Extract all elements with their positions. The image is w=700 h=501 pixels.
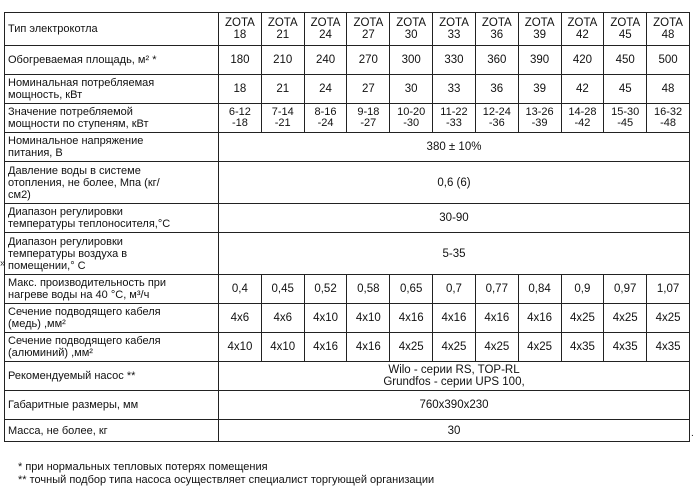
model-number: 18 <box>233 29 247 41</box>
table-cell: 4х35 <box>647 333 690 362</box>
row-weight-label <box>5 420 219 442</box>
label-line: температуры теплоносителя,°С <box>8 218 171 230</box>
label-line: Давление воды в системе <box>8 164 141 177</box>
model-header-zota-30 <box>390 13 433 46</box>
label-line: мощность, кВт <box>8 89 83 101</box>
row-coolant-temp-range-label <box>5 204 219 233</box>
label-line: см2) <box>8 188 31 201</box>
cell-line: 12-24 <box>482 106 511 118</box>
model-number: 45 <box>618 29 632 41</box>
table-cell: 0,52 <box>304 275 347 304</box>
model-number: 33 <box>447 29 461 41</box>
row-recommended-pump-label <box>5 362 219 391</box>
table-cell: 4х6 <box>261 304 304 333</box>
row-water-pressure-label <box>5 162 219 204</box>
row-cable-copper <box>5 304 690 333</box>
model-number: 27 <box>361 29 375 41</box>
model-prefix: ZOTA <box>524 17 555 29</box>
table-cell: 4х25 <box>475 333 518 362</box>
table-cell: 240 <box>304 46 347 75</box>
cell-line: -48 <box>660 117 677 129</box>
row-nominal-voltage-label <box>5 133 219 162</box>
table-cell: 0,45 <box>261 275 304 304</box>
model-prefix: ZOTA <box>653 17 683 29</box>
table-cell <box>647 104 690 133</box>
table-cell: 36 <box>475 75 518 104</box>
row-power-stages-label <box>5 104 219 133</box>
table-cell: 30 <box>390 75 433 104</box>
model-header-zota-24 <box>304 13 347 46</box>
label-line: мощности по ступеням, кВт <box>8 118 149 130</box>
model-prefix: ZOTA <box>481 17 512 29</box>
table-cell <box>261 104 304 133</box>
cell-line: 15-30 <box>611 106 640 118</box>
model-header-zota-48 <box>647 13 690 46</box>
label-line: Сечение подводящего кабеля <box>8 306 161 318</box>
label-line: Сечение подводящего кабеля <box>8 335 161 347</box>
table-cell: 0,9 <box>561 275 604 304</box>
table-cell <box>561 104 604 133</box>
model-header-zota-39 <box>518 13 561 46</box>
row-air-temp-range-label <box>5 233 219 275</box>
row-dimensions-label <box>5 391 219 420</box>
row-cable-copper-label <box>5 304 219 333</box>
row-water-pressure <box>5 162 690 204</box>
row-nominal-voltage <box>5 133 690 162</box>
table-cell: 4х10 <box>347 304 390 333</box>
row-air-temp-range-value <box>219 233 690 275</box>
label-line: Номинальная потребляемая <box>8 77 155 89</box>
label-line: нагреве воды на 40 °С, м³/ч <box>8 289 150 301</box>
cell-line: -30 <box>403 117 420 129</box>
row-recommended-pump-value <box>219 362 690 391</box>
cell-line: 9-18 <box>357 106 380 118</box>
row-coolant-temp-range <box>5 204 690 233</box>
label-line: (алюминий) ,мм² <box>8 347 93 359</box>
table-cell: 27 <box>347 75 390 104</box>
label-line: Диапазон регулировки <box>8 235 123 248</box>
table-cell: 4х25 <box>604 304 647 333</box>
table-cell: 4х25 <box>647 304 690 333</box>
model-prefix: ZOTA <box>610 17 641 29</box>
model-prefix: ZOTA <box>353 17 384 29</box>
table-cell: 500 <box>647 46 690 75</box>
table-cell: 1,07 <box>647 275 690 304</box>
row-coolant-temp-range-value <box>219 204 690 233</box>
row-weight <box>5 420 690 442</box>
cell-line: 13-26 <box>525 106 554 118</box>
table-cell <box>219 104 262 133</box>
table-cell: 450 <box>604 46 647 75</box>
table-cell: 33 <box>433 75 476 104</box>
table-cell <box>304 104 347 133</box>
model-header-zota-36 <box>475 13 518 46</box>
model-header-zota-21 <box>261 13 304 46</box>
cell-line: 16-32 <box>653 106 683 118</box>
model-header-zota-33 <box>433 13 476 46</box>
cell-line: -27 <box>360 117 377 129</box>
table-cell: 4х35 <box>561 333 604 362</box>
cell-line: -42 <box>574 117 591 129</box>
table-cell: 4х6 <box>219 304 262 333</box>
table-cell: 48 <box>647 75 690 104</box>
row-nominal-power-label <box>5 75 219 104</box>
specifications-table <box>4 12 690 442</box>
row-cable-aluminium-label <box>5 333 219 362</box>
table-cell: 39 <box>518 75 561 104</box>
table-cell: 24 <box>304 75 347 104</box>
model-number: 21 <box>276 29 290 41</box>
model-prefix: ZOTA <box>225 17 255 29</box>
table-cell: 4х16 <box>475 304 518 333</box>
model-prefix: ZOTA <box>267 17 298 29</box>
value-line: 760х390х230 <box>419 399 489 411</box>
table-cell: 18 <box>219 75 262 104</box>
table-cell: 4х10 <box>261 333 304 362</box>
model-prefix: ZOTA <box>439 17 469 29</box>
table-cell: 21 <box>261 75 304 104</box>
row-heated-area-label <box>5 46 219 75</box>
table-cell: 0,77 <box>475 275 518 304</box>
model-prefix: ZOTA <box>310 17 341 29</box>
cell-line: -45 <box>617 117 634 129</box>
row-dimensions <box>5 391 690 420</box>
cell-line: -21 <box>274 117 291 129</box>
stray-mark-right: . <box>691 428 694 439</box>
label-line: (медь) ,мм² <box>8 318 66 330</box>
cell-line: 7-14 <box>271 106 294 118</box>
table-cell: 4х10 <box>219 333 262 362</box>
table-cell: 4х16 <box>433 304 476 333</box>
value-line: 0,6 (6) <box>437 176 471 189</box>
table-cell: 4х25 <box>561 304 604 333</box>
table-cell: 4х25 <box>518 333 561 362</box>
value-line: Wilo - серии RS, TOP-RL <box>388 364 520 376</box>
table-cell: 0,84 <box>518 275 561 304</box>
table-cell: 390 <box>518 46 561 75</box>
table-cell <box>433 104 476 133</box>
row-max-productivity <box>5 275 690 304</box>
model-header-zota-18 <box>219 13 262 46</box>
model-number: 30 <box>404 29 418 41</box>
cell-line: 8-16 <box>314 106 337 118</box>
label-line: отопления, не более, Мпа (кг/ <box>8 176 160 189</box>
table-cell: 420 <box>561 46 604 75</box>
cell-line: 14-28 <box>568 106 597 118</box>
row-recommended-pump <box>5 362 690 391</box>
label-line: Обогреваемая площадь, м² * <box>8 54 157 66</box>
model-header-zota-27 <box>347 13 390 46</box>
stray-mark-left: » <box>0 258 6 269</box>
table-cell: 270 <box>347 46 390 75</box>
row-water-pressure-value <box>219 162 690 204</box>
model-prefix: ZOTA <box>396 17 427 29</box>
cell-line: -39 <box>531 117 548 129</box>
model-number: 39 <box>533 29 546 41</box>
header-row <box>5 13 690 46</box>
value-line: 380 ± 10% <box>426 141 482 153</box>
table-cell: 4х16 <box>304 333 347 362</box>
value-line: Grundfos - серии UPS 100, <box>383 376 525 388</box>
table-cell: 180 <box>219 46 262 75</box>
label-line: Диапазон регулировки <box>8 206 123 218</box>
cell-line: -18 <box>231 117 248 129</box>
label-line: Значение потребляемой <box>8 106 133 118</box>
row-weight-value <box>219 420 690 442</box>
table-cell: 45 <box>604 75 647 104</box>
table-cell: 4х10 <box>304 304 347 333</box>
label-line: Масса, не более, кг <box>8 424 108 437</box>
table-cell: 4х35 <box>604 333 647 362</box>
table-cell: 300 <box>390 46 433 75</box>
model-header-zota-45 <box>604 13 647 46</box>
model-number: 48 <box>661 29 675 41</box>
row-max-productivity-label <box>5 275 219 304</box>
label-line: Номинальное напряжение <box>8 135 144 147</box>
cell-line: 6-12 <box>228 106 251 118</box>
table-cell: 4х16 <box>518 304 561 333</box>
value-line: 5-35 <box>442 247 466 260</box>
label-line: Рекомендуемый насос ** <box>8 370 136 382</box>
header-label: Тип электрокотла <box>5 13 219 46</box>
table-cell: 0,65 <box>390 275 433 304</box>
row-dimensions-value <box>219 391 690 420</box>
cell-line: -24 <box>317 117 334 129</box>
table-cell: 4х25 <box>390 333 433 362</box>
table-cell <box>518 104 561 133</box>
table-cell: 210 <box>261 46 304 75</box>
label-line: питания, В <box>8 147 63 159</box>
model-header-zota-42 <box>561 13 604 46</box>
cell-line: -36 <box>488 117 505 129</box>
row-heated-area <box>5 46 690 75</box>
row-power-stages <box>5 104 690 133</box>
table-cell: 0,97 <box>604 275 647 304</box>
table-cell <box>390 104 433 133</box>
model-prefix: ZOTA <box>567 17 598 29</box>
table-cell: 42 <box>561 75 604 104</box>
table-cell: 0,7 <box>433 275 476 304</box>
row-air-temp-range <box>5 233 690 275</box>
table-cell: 4х16 <box>347 333 390 362</box>
model-number: 36 <box>490 29 504 41</box>
table-cell: 0,58 <box>347 275 390 304</box>
footnotes <box>18 461 434 487</box>
table-cell: 0,4 <box>219 275 262 304</box>
row-nominal-power <box>5 75 690 104</box>
value-line: 30-90 <box>439 212 469 224</box>
label-line: температуры воздуха в <box>8 247 128 260</box>
footnote-1: * при нормальных тепловых потерях помещения <box>18 461 268 473</box>
value-line: 30 <box>447 424 461 437</box>
table-cell: 4х25 <box>433 333 476 362</box>
cell-line: 10-20 <box>397 106 426 118</box>
table-cell <box>347 104 390 133</box>
cell-line: 11-22 <box>440 106 468 118</box>
table-cell <box>475 104 518 133</box>
model-number: 24 <box>319 29 332 41</box>
row-cable-aluminium <box>5 333 690 362</box>
label-line: помещении,° С <box>8 259 86 272</box>
table-body <box>5 13 690 442</box>
table-cell: 330 <box>433 46 476 75</box>
label-line: Габаритные размеры, мм <box>8 399 139 411</box>
footnote-2: ** точный подбор типа насоса осуществляет специалист торгующей организации <box>18 474 435 486</box>
table-cell: 360 <box>475 46 518 75</box>
table-cell: 4х16 <box>390 304 433 333</box>
model-number: 42 <box>576 29 589 41</box>
row-nominal-voltage-value <box>219 133 690 162</box>
cell-line: -33 <box>446 117 462 129</box>
table-cell <box>604 104 647 133</box>
label-line: Макс. производительность при <box>8 277 167 289</box>
